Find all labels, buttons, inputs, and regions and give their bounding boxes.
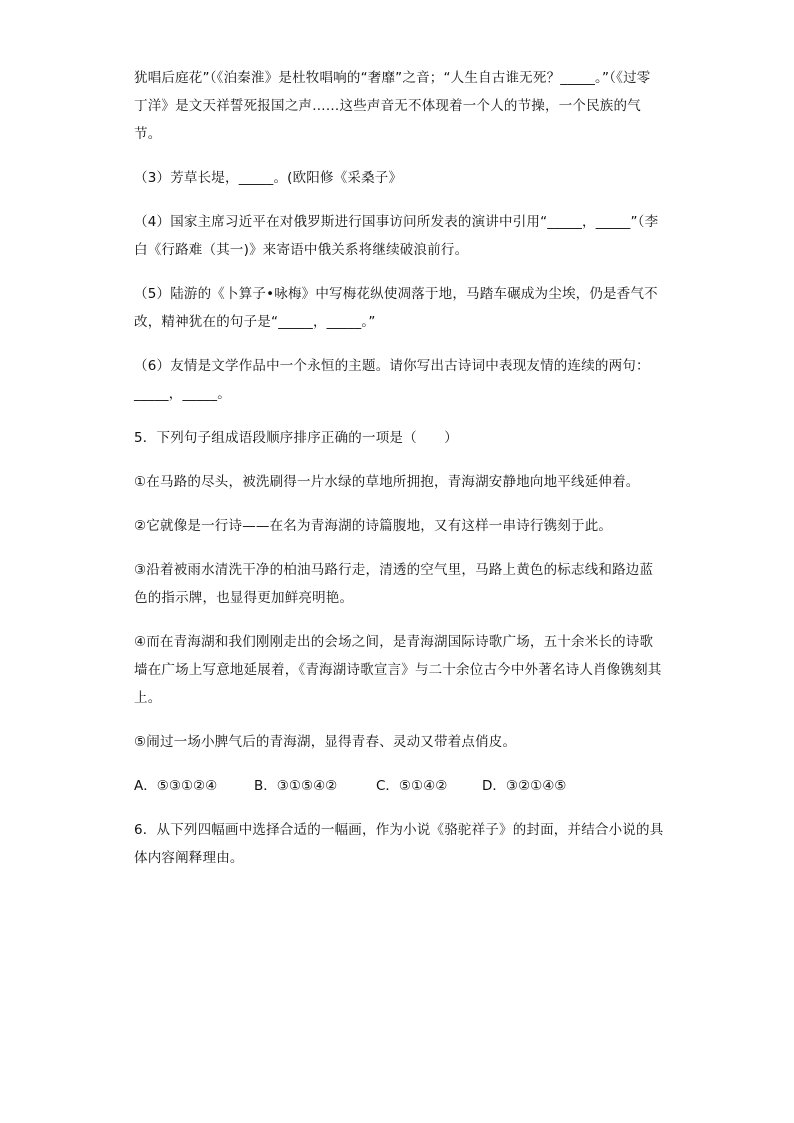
- option-a[interactable]: A．⑤③①②④: [134, 778, 218, 794]
- question4-item6: （6）友情是文学作品中一个永恒的主题。请你写出古诗词中表现友情的连续的两句：_____，_____。: [134, 358, 650, 402]
- question5-sentence1: ①在马路的尽头，被洗刷得一片水绿的草地所拥抱，青海湖安静地向地平线延伸着。: [134, 474, 640, 490]
- option-c[interactable]: C．⑤①④②: [376, 778, 448, 794]
- question5-stem: 5．下列句子组成语段顺序排序正确的一项是（ ）: [134, 430, 458, 446]
- question5-options: [134, 772, 664, 800]
- question4-continuation: 犹唱后庭花”（《泊秦淮》是杜牧唱响的“奢靡”之音；“人生自古谁无死？_____。”（《过零丁洋》是文天祥誓死报国之声……这些声音无不体现着一个人的节操，一个民族的气节。: [134, 70, 651, 142]
- question4-item3: （3）芳草长堤，_____。(欧阳修《采桑子》: [134, 170, 403, 186]
- question5-sentence2: ②它就像是一行诗——在名为青海湖的诗篇腹地，又有这样一串诗行镌刻于此。: [134, 518, 613, 534]
- question5-sentence4: ④而在青海湖和我们刚刚走出的会场之间，是青海湖国际诗歌广场，五十余米长的诗歌墙在广场上写意地延展着，《青海湖诗歌宣言》与二十余位古今中外著名诗人肖像镌刻其上。: [134, 634, 662, 706]
- option-d[interactable]: D．③②①④⑤: [482, 778, 567, 794]
- question5-sentence5: ⑤闹过一场小脾气后的青海湖，显得青春、灵动又带着点俏皮。: [134, 734, 517, 750]
- question4-item5: （5）陆游的《卜算子•咏梅》中写梅花纵使凋落于地，马踏车碾成为尘埃，仍是香气不改，精神犹在的句子是“_____，_____。”: [134, 286, 658, 330]
- question6-stem: 6．从下列四幅画中选择合适的一幅画，作为小说《骆驼祥子》的封面，并结合小说的具体内容阐释理由。: [134, 822, 664, 866]
- document-content: [134, 64, 664, 888]
- question4-item4: （4）国家主席习近平在对俄罗斯进行国事访问所发表的演讲中引用“_____，_____”（李白《行路难（其一)》来寄语中俄关系将继续破浪前行。: [134, 214, 659, 258]
- question5-sentence3: ③沿着被雨水清洗干净的柏油马路行走，清透的空气里，马路上黄色的标志线和路边蓝色的指示牌，也显得更加鲜亮明艳。: [134, 562, 654, 606]
- option-b[interactable]: B．③①⑤④②: [254, 778, 338, 794]
